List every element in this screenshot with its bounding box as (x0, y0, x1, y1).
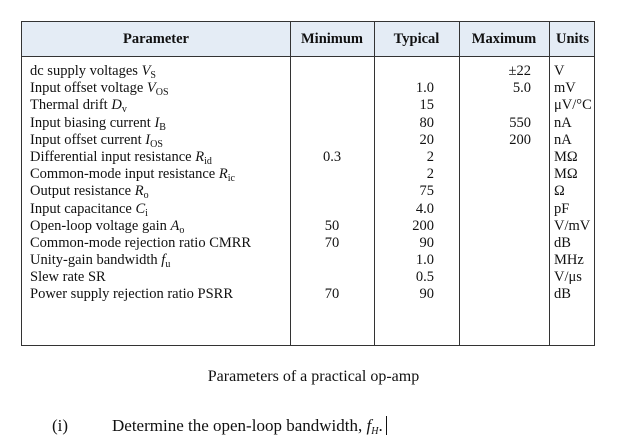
table-caption: Parameters of a practical op-amp (207, 368, 420, 385)
param-subscript: o (143, 190, 149, 202)
question-symbol: f (366, 416, 372, 435)
table-row (22, 286, 594, 303)
table-header (22, 22, 594, 57)
cell-units: μV/°C (554, 97, 592, 114)
cell-parameter (30, 218, 184, 235)
cell-parameter (30, 201, 148, 218)
cell-units: MΩ (554, 148, 578, 165)
table-row (22, 80, 594, 97)
table-row (22, 269, 594, 286)
cell-parameter (30, 269, 106, 286)
header-minimum: Minimum (300, 31, 364, 47)
table-row (22, 218, 594, 235)
cell-maximum: 200 (509, 131, 531, 148)
cell-parameter (30, 286, 233, 303)
cell-units: V/μs (554, 269, 582, 286)
cell-typical: 80 (419, 114, 434, 131)
cell-typical: 15 (419, 97, 434, 114)
param-symbol: I (154, 114, 160, 131)
param-label: Input capacitance (30, 200, 136, 217)
cell-parameter (30, 80, 169, 97)
param-subscript: id (204, 155, 212, 167)
param-subscript: B (159, 121, 166, 133)
param-label: Common-mode rejection ratio CMRR (30, 234, 252, 251)
cell-typical: 4.0 (415, 200, 434, 217)
param-label: Differential input resistance (30, 148, 196, 165)
cell-parameter (30, 235, 251, 252)
cell-typical: 2 (426, 166, 434, 183)
param-subscript: i (145, 207, 148, 219)
param-symbol: V (141, 63, 151, 79)
cell-units: pF (554, 200, 570, 217)
cell-parameter (30, 97, 127, 114)
cell-units: V (554, 63, 565, 79)
cell-maximum: ±22 (508, 63, 531, 79)
cell-parameter (30, 166, 235, 183)
question-text: Determine the open-loop bandwidth, (112, 416, 367, 435)
header-maximum: Maximum (471, 31, 537, 47)
cell-typical: 75 (419, 183, 434, 200)
cell-typical: 0.5 (415, 269, 434, 286)
param-symbol: D (111, 97, 122, 114)
header-typical: Typical (393, 31, 440, 47)
param-symbol: I (145, 131, 151, 148)
param-label: Input offset current (30, 131, 146, 148)
cell-units: dB (554, 286, 571, 303)
question-number: (i) (52, 416, 69, 435)
question-subscript: H (371, 426, 379, 437)
table-row (22, 183, 594, 200)
param-symbol: R (195, 148, 205, 165)
param-label: Input offset voltage (30, 80, 147, 97)
param-label: Output resistance (30, 183, 135, 200)
table-row (22, 63, 594, 80)
cell-parameter (30, 252, 170, 269)
question (52, 416, 387, 436)
text-cursor (386, 416, 387, 435)
cell-units: nA (554, 131, 572, 148)
param-subscript: ic (227, 173, 235, 185)
table-row (22, 252, 594, 269)
param-subscript: u (165, 259, 171, 271)
cell-units: dB (554, 234, 571, 251)
table-row (22, 235, 594, 252)
param-symbol: f (161, 252, 166, 269)
cell-typical: 1.0 (415, 252, 434, 269)
param-symbol: R (134, 183, 144, 200)
param-label: Unity-gain bandwidth (30, 252, 162, 269)
cell-parameter (30, 149, 212, 166)
param-label: Common-mode input resistance (30, 166, 219, 183)
param-subscript: OS (155, 87, 169, 99)
cell-minimum: 70 (324, 286, 340, 303)
param-label: Input biasing current (30, 114, 155, 131)
header-units: Units (555, 31, 590, 47)
param-label: dc supply voltages (30, 63, 142, 79)
cell-units: MHz (554, 252, 584, 269)
question-end: . (378, 416, 383, 435)
cell-units: MΩ (554, 166, 578, 183)
table-row (22, 149, 594, 166)
param-label: Slew rate SR (30, 269, 106, 286)
cell-parameter (30, 183, 149, 200)
cell-typical: 1.0 (415, 80, 434, 97)
table-row (22, 115, 594, 132)
param-symbol: A (170, 217, 180, 234)
param-label: Open-loop voltage gain (30, 217, 171, 234)
parameters-table (21, 21, 595, 346)
param-subscript: o (179, 224, 185, 236)
param-symbol: C (135, 200, 146, 217)
cell-minimum: 0.3 (322, 148, 342, 165)
table-row (22, 201, 594, 218)
table-row (22, 132, 594, 149)
table-row (22, 97, 594, 114)
cell-units: nA (554, 114, 572, 131)
param-label: Power supply rejection ratio PSRR (30, 286, 233, 303)
param-subscript: v (121, 104, 127, 116)
param-symbol: V (146, 80, 156, 97)
cell-typical: 90 (419, 234, 434, 251)
cell-parameter (30, 115, 166, 132)
cell-units: mV (554, 80, 576, 97)
cell-typical: 2 (426, 148, 434, 165)
header-parameter: Parameter (122, 31, 189, 47)
cell-parameter (30, 63, 156, 80)
param-label: Thermal drift (30, 97, 112, 114)
param-symbol: R (218, 166, 228, 183)
cell-typical: 20 (419, 131, 434, 148)
cell-parameter (30, 132, 163, 149)
cell-typical: 200 (412, 217, 434, 234)
cell-maximum: 5.0 (512, 80, 531, 97)
table-body (22, 63, 594, 304)
cell-minimum: 70 (324, 234, 340, 251)
table-row (22, 166, 594, 183)
cell-typical: 90 (419, 286, 434, 303)
cell-units: Ω (554, 183, 565, 200)
param-subscript: OS (150, 138, 163, 150)
cell-units: V/mV (554, 217, 591, 234)
cell-minimum: 50 (324, 217, 340, 234)
cell-maximum: 550 (509, 114, 531, 131)
param-subscript: S (150, 70, 156, 81)
